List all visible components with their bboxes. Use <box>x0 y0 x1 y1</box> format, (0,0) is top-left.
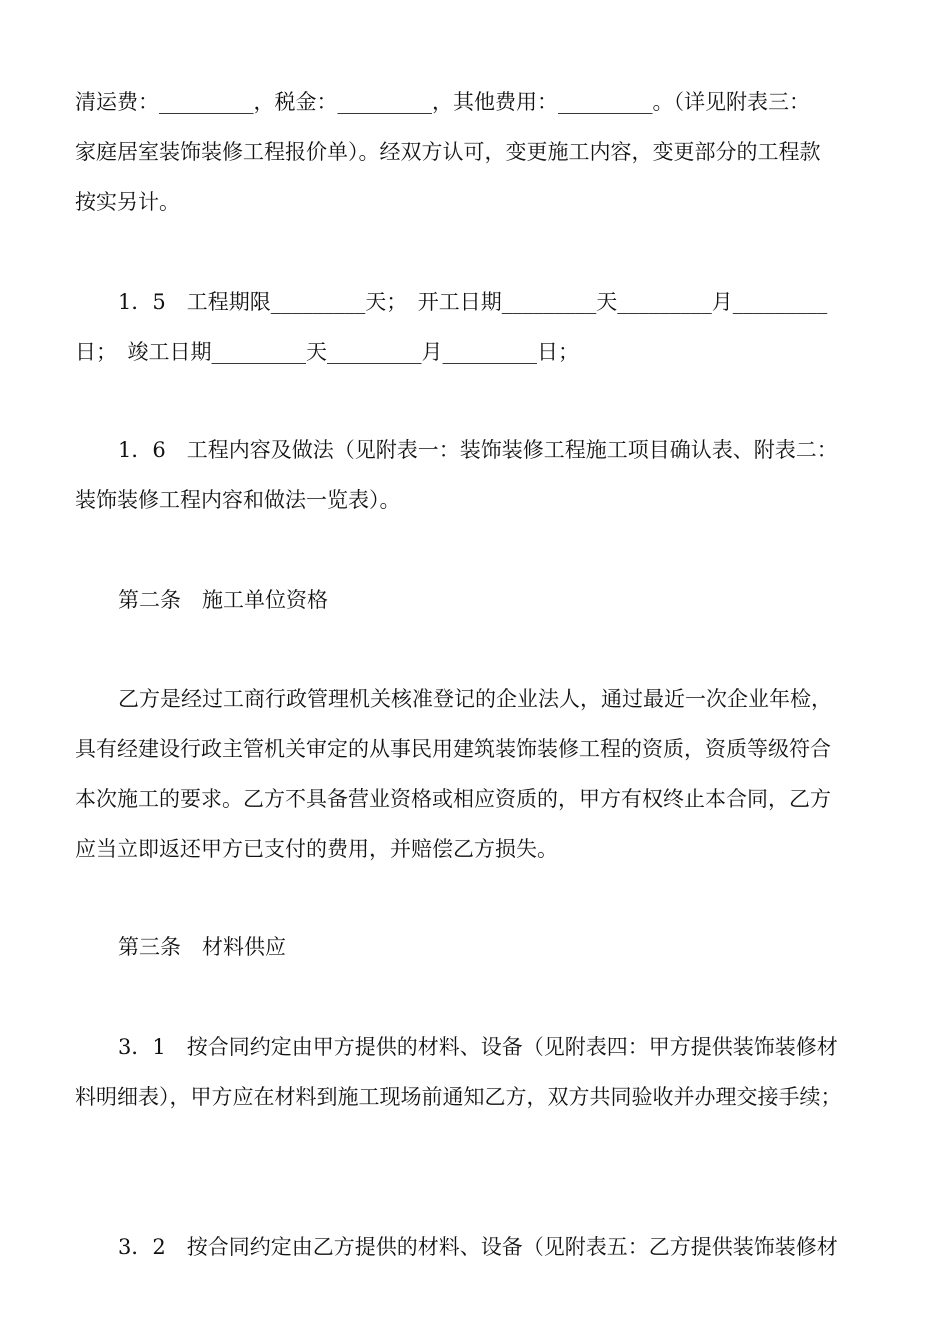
clause-1-5-duration: 1．5 工程期限_________天； 开工日期_________天_________月_________ <box>118 290 828 314</box>
clause-1-6-content-cont: 装饰装修工程内容和做法一览表）。 <box>75 488 401 512</box>
article-2-paragraph-line-1: 乙方是经过工商行政管理机关核准登记的企业法人，通过最近一次企业年检， <box>118 687 832 711</box>
article-2-heading: 第二条 施工单位资格 <box>118 588 328 612</box>
clause-3-1-line-1: 3．1 按合同约定由甲方提供的材料、设备（见附表四：甲方提供装饰装修材 <box>118 1035 838 1059</box>
text-line-extra-cost: 按实另计。 <box>75 190 180 214</box>
clause-3-2-line-1: 3．2 按合同约定由乙方提供的材料、设备（见附表五：乙方提供装饰装修材 <box>118 1235 838 1259</box>
text-line-fees: 清运费：_________，税金：_________，其他费用：_________。（详见附表三： <box>75 90 810 114</box>
article-2-paragraph-line-2: 具有经建设行政主管机关审定的从事民用建筑装饰装修工程的资质，资质等级符合 <box>75 737 831 761</box>
text-line-quote-sheet: 家庭居室装饰装修工程报价单）。经双方认可，变更施工内容，变更部分的工程款 <box>75 140 821 164</box>
article-2-paragraph-line-4: 应当立即返还甲方已支付的费用，并赔偿乙方损失。 <box>75 837 558 861</box>
clause-3-1-line-2: 料明细表），甲方应在材料到施工现场前通知乙方，双方共同验收并办理交接手续； <box>75 1085 842 1109</box>
clause-1-5-completion: 日； 竣工日期_________天_________月_________日； <box>75 340 579 364</box>
clause-1-6-content: 1．6 工程内容及做法（见附表一：装饰装修工程施工项目确认表、附表二： <box>118 438 838 462</box>
article-3-heading: 第三条 材料供应 <box>118 935 286 959</box>
article-2-paragraph-line-3: 本次施工的要求。乙方不具备营业资格或相应资质的，甲方有权终止本合同，乙方 <box>75 787 831 811</box>
